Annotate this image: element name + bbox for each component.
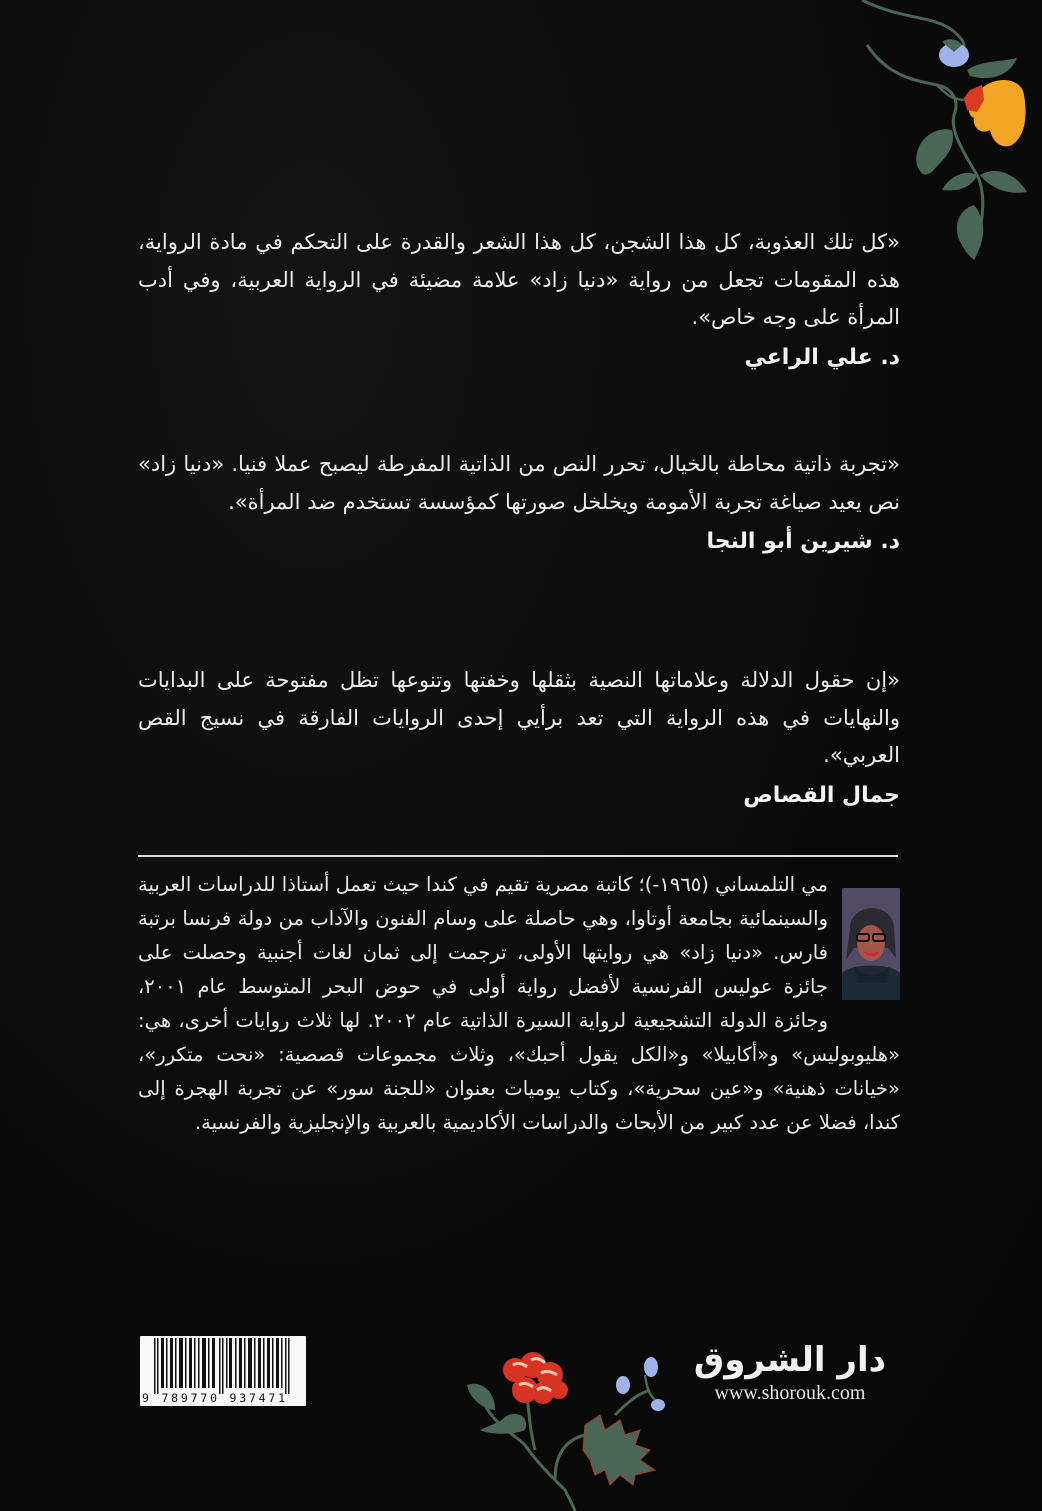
isbn-number: 9 789770 937471: [142, 1391, 288, 1405]
quote-author: د. علي الراعي: [744, 344, 900, 370]
review-quote-1: [138, 224, 900, 375]
isbn-barcode: [140, 1336, 306, 1406]
publisher-logo: [680, 1340, 900, 1405]
floral-decoration-bottom-icon: [455, 1335, 680, 1511]
author-bio: [138, 868, 900, 1140]
review-quote-3: [138, 662, 900, 813]
section-divider: [138, 855, 898, 857]
barcode-icon: [154, 1338, 294, 1394]
bio-text: مي التلمساني (١٩٦٥-)؛ كاتبة مصرية تقيم في كندا حيث تعمل أستاذا للدراسات العربية والسينمائية بجامعة أوتاوا، وهي حاصلة على وسام الفنون والآداب من دولة فرنسا برتبة فارس. «دنيا زاد» هي روايتها الأولى، ترجمت إلى ثمان لغات أجنبية وحصلت على جائزة عوليس الفرنسية لأفضل رواية أولى في حوض البحر المتوسط عام ٢٠٠١، وجائزة الدولة التشجيعية لرواية السيرة الذاتية عام ٢٠٠٢. لها ثلاث روايات أخرى، هي: «هليوبوليس» و«أكابيلا» و«الكل يقول أحبك»، وثلاث مجموعات قصصية: «نحت متكرر»، «خيانات ذهنية» و«عين سحرية»، وكتاب يوميات بعنوان «للجنة سور» عن تجربة الهجرة إلى كندا، فضلا عن عدد كبير من الأبحاث والدراسات الأكاديمية بالعربية والإنجليزية والفرنسية.: [137, 873, 900, 1134]
quote-text: «إن حقول الدلالة وعلاماتها النصية بثقلها وخفتها وتنوعها تظل مفتوحة على البدايات والنهايات في هذه الرواية التي تعد برأيي إحدى الروايات الفارقة في نسيج القص العربي».: [138, 668, 900, 767]
publisher-name: دار الشروق: [693, 1340, 887, 1380]
quote-author: جمال القصاص: [743, 782, 900, 808]
quote-author: د. شيرين أبو النجا: [706, 529, 900, 554]
author-photo: [842, 888, 900, 1000]
review-quote-2: [138, 446, 900, 559]
quote-text: «كل تلك العذوبة، كل هذا الشجن، كل هذا الشعر والقدرة على التحكم في مادة الرواية، هذه المقومات تجعل من رواية «دنيا زاد» علامة مضيئة في الرواية العربية، وفي أدب المرأة على وجه خاص».: [138, 230, 900, 329]
publisher-url[interactable]: www.shorouk.com: [714, 1382, 866, 1404]
quote-text: «تجربة ذاتية محاطة بالخيال، تحرر النص من الذاتية المفرطة ليصبح عملا فنيا. «دنيا زاد» نص يعيد صياغة تجربة الأمومة ويخلخل صورتها كمؤسسة تستخدم ضد المرأة».: [138, 452, 900, 514]
author-portrait-icon: [842, 888, 900, 1000]
